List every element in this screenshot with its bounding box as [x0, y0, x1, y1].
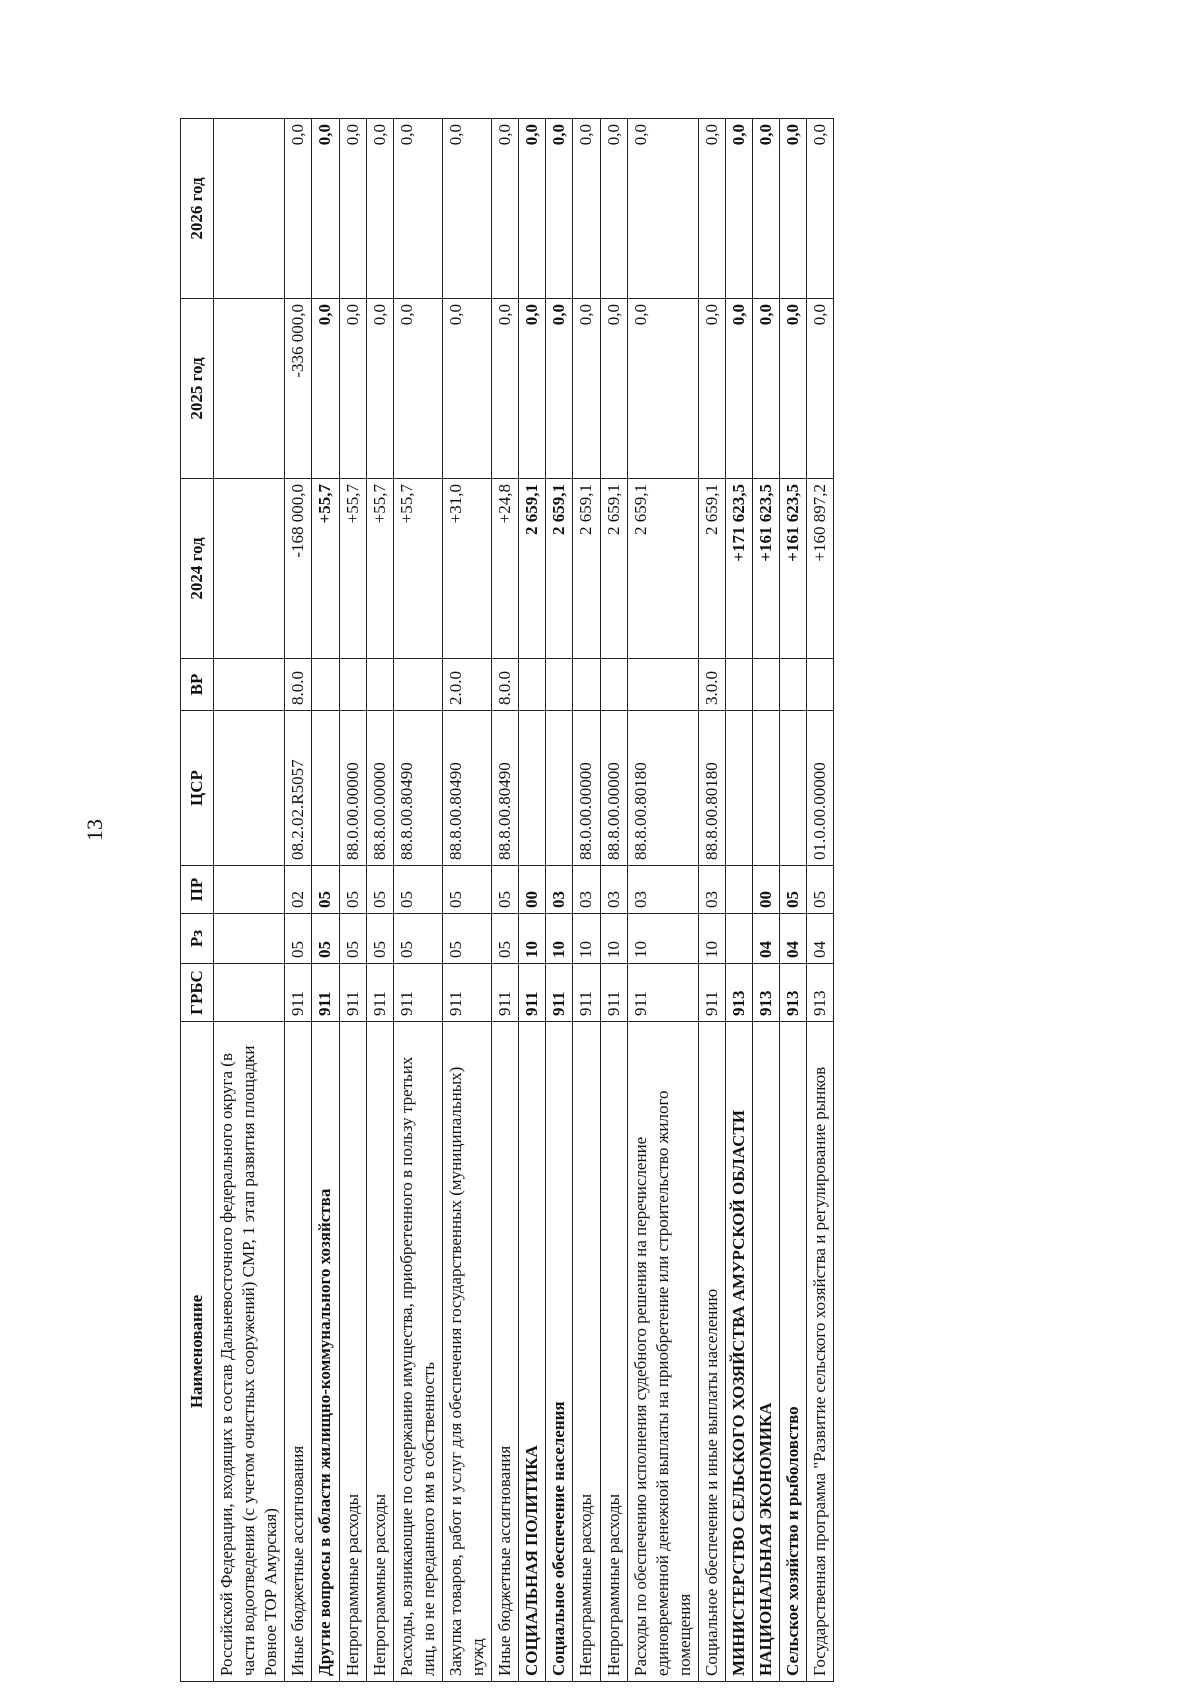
row-csr-cell — [725, 711, 752, 866]
row-2026-cell: 0,0 — [442, 119, 491, 299]
row-vr-cell — [600, 659, 627, 711]
row-csr-cell: 88.8.00.80490 — [492, 711, 519, 866]
row-pr-cell: 02 — [285, 866, 312, 914]
row-pr-cell: 05 — [393, 866, 442, 914]
row-vr-cell — [214, 659, 285, 711]
row-grbs-cell: 911 — [600, 964, 627, 1022]
row-name-cell: Расходы, возникающие по содержанию имущества, приобретенного в пользу третьих лиц, но не переданного им в собственность — [393, 1022, 442, 1682]
row-vr-cell: 2.0.0 — [442, 659, 491, 711]
row-2026-cell: 0,0 — [780, 119, 807, 299]
header-2024: 2024 год — [181, 479, 214, 659]
row-rz-cell: 10 — [519, 914, 546, 964]
row-csr-cell — [519, 711, 546, 866]
row-name-cell: Социальное обеспечение населения — [546, 1022, 573, 1682]
row-vr-cell — [546, 659, 573, 711]
row-2026-cell: 0,0 — [285, 119, 312, 299]
table-row — [519, 119, 546, 1682]
row-rz-cell: 05 — [393, 914, 442, 964]
row-grbs-cell: 911 — [366, 964, 393, 1022]
row-pr-cell: 05 — [780, 866, 807, 914]
row-2024-cell: 2 659,1 — [573, 479, 600, 659]
row-2026-cell: 0,0 — [725, 119, 752, 299]
row-grbs-cell: 913 — [753, 964, 780, 1022]
row-2025-cell: 0,0 — [312, 299, 339, 479]
row-grbs-cell: 911 — [492, 964, 519, 1022]
row-2025-cell: 0,0 — [698, 299, 725, 479]
row-pr-cell: 03 — [573, 866, 600, 914]
row-2025-cell: 0,0 — [366, 299, 393, 479]
row-pr-cell: 03 — [600, 866, 627, 914]
row-2025-cell: 0,0 — [753, 299, 780, 479]
row-rz-cell: 05 — [339, 914, 366, 964]
header-grbs: ГРБС — [181, 964, 214, 1022]
row-2024-cell: +161 623,5 — [753, 479, 780, 659]
row-pr-cell: 05 — [492, 866, 519, 914]
table-row — [698, 119, 725, 1682]
row-2026-cell: 0,0 — [546, 119, 573, 299]
row-csr-cell: 88.8.00.00000 — [366, 711, 393, 866]
row-csr-cell: 01.0.00.00000 — [807, 711, 834, 866]
row-grbs-cell: 913 — [725, 964, 752, 1022]
row-name-cell: Иные бюджетные ассигнования — [492, 1022, 519, 1682]
row-2025-cell: 0,0 — [546, 299, 573, 479]
row-2024-cell: +160 897,2 — [807, 479, 834, 659]
row-csr-cell — [214, 711, 285, 866]
row-pr-cell: 05 — [366, 866, 393, 914]
row-2025-cell: 0,0 — [725, 299, 752, 479]
row-vr-cell — [807, 659, 834, 711]
table-row — [339, 119, 366, 1682]
row-2024-cell: +171 623,5 — [725, 479, 752, 659]
row-grbs-cell: 911 — [546, 964, 573, 1022]
row-2025-cell: 0,0 — [627, 299, 698, 479]
table-row — [546, 119, 573, 1682]
row-pr-cell — [725, 866, 752, 914]
row-2025-cell: 0,0 — [393, 299, 442, 479]
row-2024-cell: +24,8 — [492, 479, 519, 659]
row-csr-cell: 88.8.00.80490 — [393, 711, 442, 866]
row-2024-cell: 2 659,1 — [627, 479, 698, 659]
row-2026-cell: 0,0 — [807, 119, 834, 299]
row-pr-cell: 05 — [339, 866, 366, 914]
row-grbs-cell: 911 — [312, 964, 339, 1022]
row-csr-cell — [753, 711, 780, 866]
header-csr: ЦСР — [181, 711, 214, 866]
page-number: 13 — [82, 819, 107, 841]
row-pr-cell: 05 — [312, 866, 339, 914]
row-grbs-cell: 911 — [442, 964, 491, 1022]
row-pr-cell: 05 — [807, 866, 834, 914]
row-grbs-cell: 911 — [627, 964, 698, 1022]
row-vr-cell: 3.0.0 — [698, 659, 725, 711]
row-vr-cell — [366, 659, 393, 711]
row-2026-cell — [214, 119, 285, 299]
row-2025-cell: 0,0 — [339, 299, 366, 479]
row-rz-cell — [725, 914, 752, 964]
table-row — [807, 119, 834, 1682]
row-rz-cell: 04 — [780, 914, 807, 964]
row-pr-cell: 03 — [546, 866, 573, 914]
row-csr-cell: 88.8.00.00000 — [600, 711, 627, 866]
row-2025-cell: 0,0 — [492, 299, 519, 479]
row-2024-cell — [214, 479, 285, 659]
table-body — [214, 119, 834, 1682]
row-2024-cell: -168 000,0 — [285, 479, 312, 659]
row-vr-cell — [519, 659, 546, 711]
row-csr-cell: 88.8.00.80180 — [627, 711, 698, 866]
table-row — [393, 119, 442, 1682]
row-name-cell: Закупка товаров, работ и услуг для обеспечения государственных (муниципальных) нужд — [442, 1022, 491, 1682]
row-grbs-cell: 911 — [573, 964, 600, 1022]
row-2026-cell: 0,0 — [573, 119, 600, 299]
row-pr-cell — [214, 866, 285, 914]
row-grbs-cell: 913 — [780, 964, 807, 1022]
row-2025-cell: 0,0 — [519, 299, 546, 479]
row-pr-cell: 00 — [753, 866, 780, 914]
header-2025: 2025 год — [181, 299, 214, 479]
row-name-cell: Государственная программа "Развитие сельского хозяйства и регулирование рынков — [807, 1022, 834, 1682]
row-vr-cell — [393, 659, 442, 711]
row-csr-cell: 88.0.00.00000 — [573, 711, 600, 866]
row-2026-cell: 0,0 — [627, 119, 698, 299]
row-vr-cell — [753, 659, 780, 711]
table-row — [753, 119, 780, 1682]
row-grbs-cell: 911 — [698, 964, 725, 1022]
row-rz-cell: 05 — [492, 914, 519, 964]
row-2025-cell — [214, 299, 285, 479]
row-2024-cell: +31,0 — [442, 479, 491, 659]
row-pr-cell: 03 — [627, 866, 698, 914]
row-csr-cell: 88.8.00.80180 — [698, 711, 725, 866]
row-csr-cell: 88.8.00.80490 — [442, 711, 491, 866]
row-rz-cell: 10 — [600, 914, 627, 964]
row-name-cell: Непрограммные расходы — [573, 1022, 600, 1682]
row-name-cell: Сельское хозяйство и рыболовство — [780, 1022, 807, 1682]
row-rz-cell: 05 — [312, 914, 339, 964]
header-name: Наименование — [181, 1022, 214, 1682]
row-2025-cell: 0,0 — [807, 299, 834, 479]
row-2024-cell: +55,7 — [339, 479, 366, 659]
header-2026: 2026 год — [181, 119, 214, 299]
row-2026-cell: 0,0 — [492, 119, 519, 299]
row-name-cell: Непрограммные расходы — [366, 1022, 393, 1682]
row-grbs-cell: 911 — [285, 964, 312, 1022]
row-name-cell: НАЦИОНАЛЬНАЯ ЭКОНОМИКА — [753, 1022, 780, 1682]
header-pr: ПР — [181, 866, 214, 914]
row-2024-cell: 2 659,1 — [546, 479, 573, 659]
row-name-cell: Непрограммные расходы — [600, 1022, 627, 1682]
row-name-cell: Другие вопросы в области жилищно-коммунального хозяйства — [312, 1022, 339, 1682]
table-row — [600, 119, 627, 1682]
row-2024-cell: +161 623,5 — [780, 479, 807, 659]
row-rz-cell: 10 — [627, 914, 698, 964]
table-row — [725, 119, 752, 1682]
row-vr-cell — [573, 659, 600, 711]
row-name-cell: МИНИСТЕРСТВО СЕЛЬСКОГО ХОЗЯЙСТВА АМУРСКОЙ ОБЛАСТИ — [725, 1022, 752, 1682]
row-2024-cell: +55,7 — [312, 479, 339, 659]
table-header-row — [181, 119, 214, 1682]
row-2025-cell: 0,0 — [442, 299, 491, 479]
row-2026-cell: 0,0 — [366, 119, 393, 299]
row-grbs-cell: 913 — [807, 964, 834, 1022]
row-grbs-cell — [214, 964, 285, 1022]
budget-table — [180, 118, 834, 1682]
row-name-cell: СОЦИАЛЬНАЯ ПОЛИТИКА — [519, 1022, 546, 1682]
table-row — [366, 119, 393, 1682]
row-csr-cell: 88.0.00.00000 — [339, 711, 366, 866]
row-rz-cell: 04 — [807, 914, 834, 964]
row-2024-cell: 2 659,1 — [519, 479, 546, 659]
row-csr-cell: 08.2.02.R5057 — [285, 711, 312, 866]
table-row — [214, 119, 285, 1682]
row-name-cell: Расходы по обеспечению исполнения судебного решения на перечисление единовременной денежной выплаты на приобретение или строительство жилого помещения — [627, 1022, 698, 1682]
row-csr-cell — [546, 711, 573, 866]
rotated-table-container — [180, 120, 1032, 1682]
row-2026-cell: 0,0 — [600, 119, 627, 299]
row-2025-cell: 0,0 — [600, 299, 627, 479]
row-vr-cell — [725, 659, 752, 711]
row-name-cell: Непрограммные расходы — [339, 1022, 366, 1682]
row-csr-cell — [312, 711, 339, 866]
table-row — [627, 119, 698, 1682]
table-row — [573, 119, 600, 1682]
row-2026-cell: 0,0 — [698, 119, 725, 299]
row-rz-cell — [214, 914, 285, 964]
row-rz-cell: 05 — [285, 914, 312, 964]
row-name-cell: Иные бюджетные ассигнования — [285, 1022, 312, 1682]
row-vr-cell: 8.0.0 — [285, 659, 312, 711]
row-2026-cell: 0,0 — [339, 119, 366, 299]
row-2026-cell: 0,0 — [312, 119, 339, 299]
row-2025-cell: 0,0 — [780, 299, 807, 479]
row-vr-cell — [312, 659, 339, 711]
row-grbs-cell: 911 — [393, 964, 442, 1022]
header-vr: ВР — [181, 659, 214, 711]
row-name-cell: Российской Федерации, входящих в состав Дальневосточного федерального округа (в части водоотведения (с учетом очистных сооружений) СМР, 1 этап развития площадки Ровное ТОР Амурская) — [214, 1022, 285, 1682]
row-vr-cell — [780, 659, 807, 711]
row-rz-cell: 04 — [753, 914, 780, 964]
row-csr-cell — [780, 711, 807, 866]
row-pr-cell: 00 — [519, 866, 546, 914]
row-grbs-cell: 911 — [519, 964, 546, 1022]
row-2024-cell: 2 659,1 — [698, 479, 725, 659]
table-row — [442, 119, 491, 1682]
row-rz-cell: 05 — [366, 914, 393, 964]
row-2024-cell: +55,7 — [393, 479, 442, 659]
row-grbs-cell: 911 — [339, 964, 366, 1022]
row-rz-cell: 10 — [698, 914, 725, 964]
row-rz-cell: 10 — [546, 914, 573, 964]
table-row — [492, 119, 519, 1682]
row-2025-cell: -336 000,0 — [285, 299, 312, 479]
table-row — [780, 119, 807, 1682]
row-2026-cell: 0,0 — [519, 119, 546, 299]
row-pr-cell: 03 — [698, 866, 725, 914]
row-vr-cell — [627, 659, 698, 711]
row-2026-cell: 0,0 — [393, 119, 442, 299]
row-rz-cell: 10 — [573, 914, 600, 964]
row-2025-cell: 0,0 — [573, 299, 600, 479]
table-row — [285, 119, 312, 1682]
row-pr-cell: 05 — [442, 866, 491, 914]
row-vr-cell: 8.0.0 — [492, 659, 519, 711]
row-rz-cell: 05 — [442, 914, 491, 964]
header-rz: Рз — [181, 914, 214, 964]
table-row — [312, 119, 339, 1682]
row-vr-cell — [339, 659, 366, 711]
row-name-cell: Социальное обеспечение и иные выплаты населению — [698, 1022, 725, 1682]
row-2024-cell: +55,7 — [366, 479, 393, 659]
row-2026-cell: 0,0 — [753, 119, 780, 299]
row-2024-cell: 2 659,1 — [600, 479, 627, 659]
